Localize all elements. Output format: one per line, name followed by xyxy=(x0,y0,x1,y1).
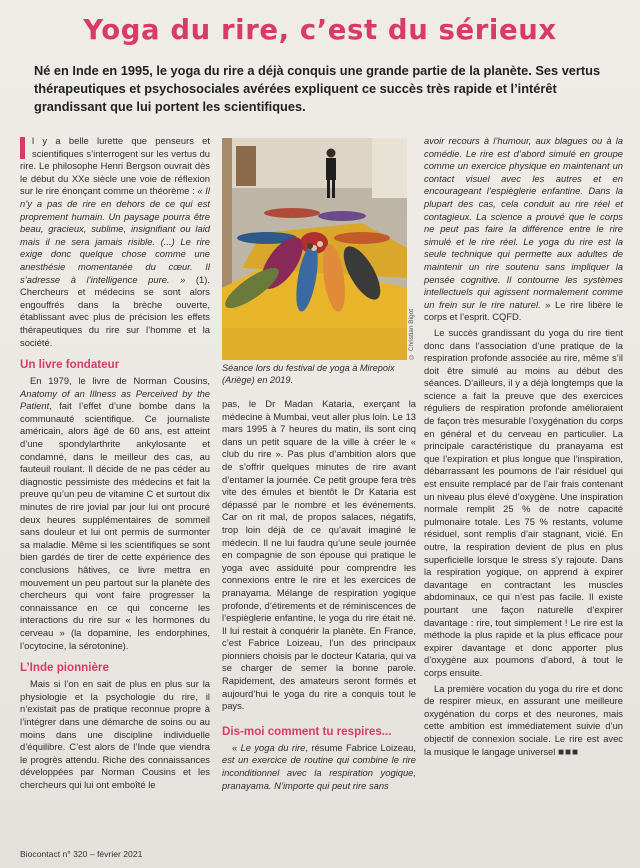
paragraph-respiration-start: « Le yoga du rire, résume Fabrice Loizeau, est un exercice de routine qui combine le rire inconditionnel avec la respiration yogique, pranayama. N’importe qui peut rire sans xyxy=(222,741,417,791)
paragraph-respiration-continued: avoir recours à l’humour, aux blagues ou à la comédie. Le rire est d’abord simulé en groupe comme un exercice physique en maintenant un contact visuel avec les autres et en encourageant l’espièglerie enfantine. Dans la plupart des cas, cela conduit au rire réel et contagieux. La science a prouvé que le corps ne peut pas faire la différence entre le rire simulé et le rire réel. Le yoga du rire est la seule technique qui permette aux adultes de maintenir un rire soutenu sans impliquer la pensée cognitive. Il contourne les systèmes intellectuels qui agissent normalement comme un frein sur le rire naturel. » Le rire libère le corps et l’esprit. CQFD. xyxy=(424,135,623,323)
column-middle xyxy=(222,398,416,792)
paragraph-inde-pionniere: Mais si l’on en sait de plus en plus sur la physiologie et la psychologie du rire, il n’existait pas de pratique reconnue propre à l’intégrer dans une démarche de soins ou au moins dans une discipline individuelle d’équilibre. C’est alors de l’Inde que viendra le progrès attendu. Riche des connaissances développées par Norman Cousins et les chercheurs qui lui ont emboîté le xyxy=(20,678,210,790)
yoga-session-illustration xyxy=(222,138,407,360)
dropcap-bar xyxy=(20,137,25,159)
subheading-respiration: Dis-moi comment tu respires... xyxy=(222,724,392,738)
paragraph-livre-fondateur: En 1979, le livre de Norman Cousins, Anatomy of an Illness as Perceived by the Patient, fait l’effet d’une bombe dans la communauté scientifique. Ce journaliste américain, alors âgé de 60 ans, est atteint d’une spondylarthrite ankylosante et condamné, dans le meilleur des cas, au fauteuil roulant. Il décide de ne pas céder au diagnostic pessimiste des médecins et fait la preuve qu’un peu de vitamine C et surtout dix minutes de rire jovial par jour lui ont procuré deux heures supplémentaires de sommeil sans douleur et lui ont permis de surmonter sa maladie. Même si les scientifiques se sont bien gardés de tirer de cette expérience des conclusions hâtives, ce livre mettra en mouvement un peu partout sur la planète des chercheurs qui vont faire progresser la connaissance en ce qui concerne les interactions du rire sur « les hormones du cerveau » (la dopamine, les endorphines, l’ocytocine, la sérotonine). xyxy=(20,375,210,651)
column-left xyxy=(20,135,210,792)
end-of-article-mark: ■■■ xyxy=(557,746,580,758)
bergson-quote: « Il n’y a pas de rire en dehors de ce qui est proprement humain. Un paysage pourra être beau, gracieux, sublime, insignifiant ou laid mais il ne sera jamais risible. (...) Le rire exige donc quelque chose comme une anesthésie momentanée du cœur. Il s’adresse à l’intelligence pure. » xyxy=(20,185,210,285)
subheading-inde-pionniere: L’Inde pionnière xyxy=(20,661,109,675)
article-title: Yoga du rire, c’est du sérieux xyxy=(83,14,557,46)
subheading-livre-fondateur: Un livre fondateur xyxy=(20,358,120,372)
yoga-session-photo xyxy=(222,138,407,360)
paragraph-conclusion: La première vocation du yoga du rire et donc de respirer mieux, en assurant une meilleure oxygénation du corps et des neurones, mais cette ambition est immédiatement suivie d’un objectif de connexion sociale. Le rire est avec la musique le langage universel ■■■ xyxy=(424,682,623,758)
intro-paragraph: l y a belle lurette que penseurs et scientifiques s’interrogent sur les vertus du rire. Le philosophe Henri Bergson ouvrait dès le début du XXe siècle une voie de réflexion sur le rire énonçant comme un théorème : « Il n’y a pas de rire en dehors de ce qui est proprement humain. Un paysage pourra être beau, gracieux, sublime, insignifiant ou laid mais il ne sera jamais risible. (...) Le rire exige donc quelque chose comme une anesthésie momentanée du cœur. Il s’adresse à l’intelligence pure. » (1). Chercheurs et médecins se sont alors engouffrés dans la brèche ouverte, établissant avec plus de précision les effets thérapeutiques du rire sur l’homme et la société. xyxy=(20,135,210,348)
photo-credit: © Christian Bigot xyxy=(408,308,415,360)
article-lead: Né en Inde en 1995, le yoga du rire a déjà conquis une grande partie de la planète. Ses vertus thérapeutiques et psychosociales avérées expliquent ce succès très rapide et l’intérêt grandissant que lui portent les scientifiques. xyxy=(34,63,601,114)
photo-caption: Séance lors du festival de yoga à Mirepoix (Ariège) en 2019. xyxy=(222,363,395,385)
column-right xyxy=(424,135,623,759)
magazine-footer: Biocontact n° 320 – février 2021 xyxy=(20,849,143,859)
book-title: Anatomy of an Illness as Perceived by the Patient xyxy=(20,387,210,412)
paragraph-inde-pionniere-continued: pas, le Dr Madan Kataria, exerçant la médecine à Mumbai, veut aller plus loin. Le 13 mars 1995 à 7 heures du matin, ils sont cinq dans un petit square de la ville à créer le « club du rire ». Pas plus d’ambition alors que de s’offrir quelques minutes de rire avant d’entamer la journée. Ce petit groupe fera très vite des émules et bientôt le Dr Kataria est dépassé par le nombre et les événements. Car on rit mal, de propos salaces, négatifs, trop loin déjà de ce qu’avait imaginé le médecin. Il ne lui faudra qu’une seule journée en compagnie de son épouse qui pratique le yoga avec assiduité pour comprendre les connexions entre le rire et les exercices de pranayama. Mélange de respiration yogique profonde, d’étirements et de réminiscences de l’espièglerie enfantine, le yoga du rire était né. Il lui restait à conquérir la planète. En France, c’est Fabrice Loizeau, l’un des principaux pionniers choisis par le docteur Kataria, qui va se charger de semer la bonne parole. Rapidement, des amateurs seront formés et aujourd’hui le yoga du rire a conquis tout le pays. xyxy=(222,398,416,712)
paragraph-pranayama: Le succès grandissant du yoga du rire tient donc dans l’association d’une pratique de la respiration profonde associée au rire, même s’il doit être simulé au moins au début des séances. D’ailleurs, il y a déjà longtemps que la science a fait la preuve que des exercices réguliers de respiration profonde amélioraient de façon très mesurable l’oxygénation du corps en général et du cerveau en particulier. La principale caractéristique du pranayama est que l’expiration et plus longue que l’inspiration, débarrassant les poumons de l’air résiduel qui est ensuite remplacé par de l’air frais contenant un niveau plus élevé d’oxygène. Une inspiration normale remplit 25 % de notre capacité pulmonaire totale. Les 75 % restants, volume résiduel, sont remplis d’air stagnant, vicié. En outre, la respiration devient de plus en plus superficielle lorsque le stress s’y rajoute. Dans la respiration yogique, on apprend à expirer davantage en contractant les muscles abdominaux, ce qui n’est pas facile. Il existe pourtant une façon naturelle d’expirer davantage : rire, tout simplement ! Le rire est la méthode la plus rapide et la plus efficace pour expirer davantage et donc apporter plus d’oxygène aux poumons d’abord, à tout le corps ensuite. xyxy=(424,326,623,678)
